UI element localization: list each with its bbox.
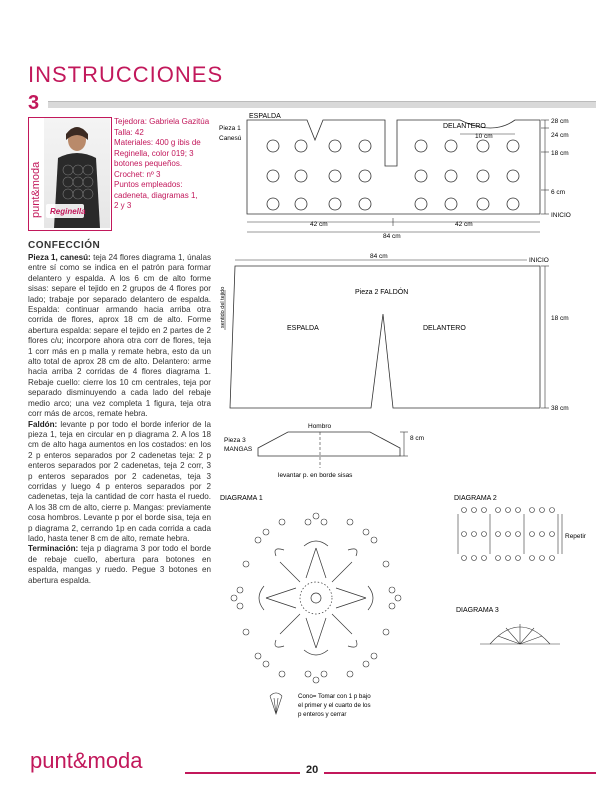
terminacion-text: teja p diagrama 3 por todo el borde de rebaje cuello, abertura para botones en espalda, mangas y ruedo. Pegue 3 botones en abertura espalda. — [28, 544, 211, 585]
pieza1-neck-dim: 10 cm — [475, 133, 493, 140]
diagrama3-chart — [450, 600, 600, 660]
diagrama1-legend-2: el primer y el cuarto de los — [298, 702, 371, 709]
pieza3-levantar: levantar p. en borde sisas — [278, 472, 353, 479]
pieza1-dim-24: 24 cm — [551, 132, 569, 139]
diagrama1-flower-chart — [218, 488, 438, 728]
info-line: Crochet: nº 3 — [114, 169, 161, 179]
pieza1-dim-18: 18 cm — [551, 150, 569, 157]
pieza1-canesu-label: Canesú — [219, 135, 242, 142]
svg-text:punt&moda: punt&moda — [30, 161, 42, 218]
pieza1-label: Pieza 1, canesú: — [28, 253, 91, 262]
pieza2-delantero: DELANTERO — [423, 325, 466, 332]
pieza1-dim-42b: 42 cm — [455, 221, 473, 228]
pieza3-dim-8: 8 cm — [410, 435, 425, 442]
confeccion-heading: CONFECCIÓN — [28, 240, 101, 251]
pieza2-inicio: INICIO — [529, 257, 549, 264]
pieza2-dim-38: 38 cm — [551, 405, 569, 412]
pieza1-canesu-diagram — [215, 108, 600, 243]
footer-brand-logo: punt&moda — [30, 748, 143, 773]
info-line: Tejedora: Gabriela Gazitúa — [114, 117, 210, 126]
svg-text:Reginella: Reginella — [50, 207, 86, 216]
pieza1-inicio: INICIO — [551, 212, 571, 219]
pieza3-hombro: Hombro — [308, 423, 332, 430]
faldon-label: Faldón: — [28, 419, 58, 429]
pieza3-label: Pieza 3 — [224, 437, 246, 444]
info-line: cadeneta, diagramas 1, — [114, 190, 198, 200]
pieza1-dim-6: 6 cm — [551, 189, 566, 196]
faldon-text: levante p por todo el borde inferior de la pieza 1, teja en circular en p diagrama 2. A los 18 cm de alto haga aumentos en los costados: en los 2 p enteros separados por 2 cadenetas teja: 2 p enteros separados por 2 cadenetas, teja 2 corr, 3 p enteros separados por 2 cadenetas, teja 3 corridas y luego 4 p enteros separados por 2 cadenetas, teja la cantidad de corr hasta el ruedo. A los 38 cm de alto, cierre p. Mangas: previamente cosa hombros. Levante p por el borde sisa, teja en p diagrama 2, cerrando 1p en cada corrida a cada lado, hasta tener 8 cm de alto, remate hebra. — [28, 419, 211, 543]
pieza2-dim-18: 18 cm — [551, 315, 569, 322]
pieza1-label: Pieza 1 — [219, 125, 241, 132]
pieza1-espalda-label: ESPALDA — [249, 113, 281, 120]
header-rule — [48, 101, 596, 108]
pieza1-dim-28: 28 cm — [551, 118, 569, 125]
diagrama1-legend-1: Cono= Tomar con 1 p bajo — [298, 693, 371, 700]
pieza2-dim-84: 84 cm — [370, 253, 388, 260]
pieza1-dim-42a: 42 cm — [310, 221, 328, 228]
pieza1-dim-84: 84 cm — [383, 233, 401, 240]
diagrama1-title: DIAGRAMA 1 — [220, 495, 263, 502]
info-line: Talla: 42 — [114, 127, 144, 137]
diagrama2-title: DIAGRAMA 2 — [454, 495, 497, 502]
diagrama1-legend-3: p enteros y cerrar — [298, 711, 347, 718]
info-line: Puntos empleados: — [114, 180, 183, 189]
info-line: 2 y 3 — [114, 201, 132, 210]
pieza2-faldon-diagram — [215, 250, 600, 415]
model-photo — [44, 118, 110, 228]
diagrama2-repetir: Repetir — [565, 533, 586, 540]
pieza1-text: teja 24 flores diagrama 1, únalas entre sí como se indica en el patrón para formar delantero y espalda. A los 6 cm de alto forme sisas: separe el tejido en 2 grupos de 4 flores por lado; trabaje por separado delantero de espalda. Espalda: continuar armando hacia arriba otra corrida de flores, aprox 18 cm de alto. Forme abertura espalda: separe el tejido en 2 partes de 2 flores c/u; incorpore ahora otra corr de flores, teja 1 corr más en p malla y remate hebra, esto da un alto total de aprox 28 cm de alto. Delantero: arme hacia arriba 2 corridas de 4 flores diagrama 1. Rebaje cuello: cierre los 10 cm centrales, teja por separado disminuyendo a cada lado del rebaje medio arco; una vez completa 1 figura, teja otra corr más de arcos, remate hebra. — [28, 253, 212, 419]
page-number: 20 — [300, 764, 324, 776]
pieza3-mangas-diagram — [220, 418, 430, 480]
pieza3-mangas: MANGAS — [224, 446, 253, 453]
terminacion-label: Terminación: — [28, 544, 79, 554]
diagrama2-chart — [450, 488, 600, 578]
pieza2-sentido: sentido del tejido — [220, 286, 226, 328]
materials-info — [114, 117, 224, 212]
confeccion-text — [28, 253, 211, 586]
info-line: botones pequeños. — [114, 159, 183, 168]
diagrama3-title: DIAGRAMA 3 — [456, 607, 499, 614]
info-line: Reginella, color 019; 3 — [114, 148, 194, 158]
pieza1-delantero-label: DELANTERO — [443, 123, 486, 130]
pieza2-espalda: ESPALDA — [287, 325, 319, 332]
pieza2-title: Pieza 2 FALDÓN — [355, 289, 409, 296]
vertical-brand-logo — [29, 118, 43, 228]
info-line: Materiales: 400 g ibis de — [114, 138, 201, 147]
instruction-number: 3 — [28, 92, 40, 114]
footer-rule — [185, 772, 596, 774]
page-title: INSTRUCCIONES — [28, 62, 224, 87]
